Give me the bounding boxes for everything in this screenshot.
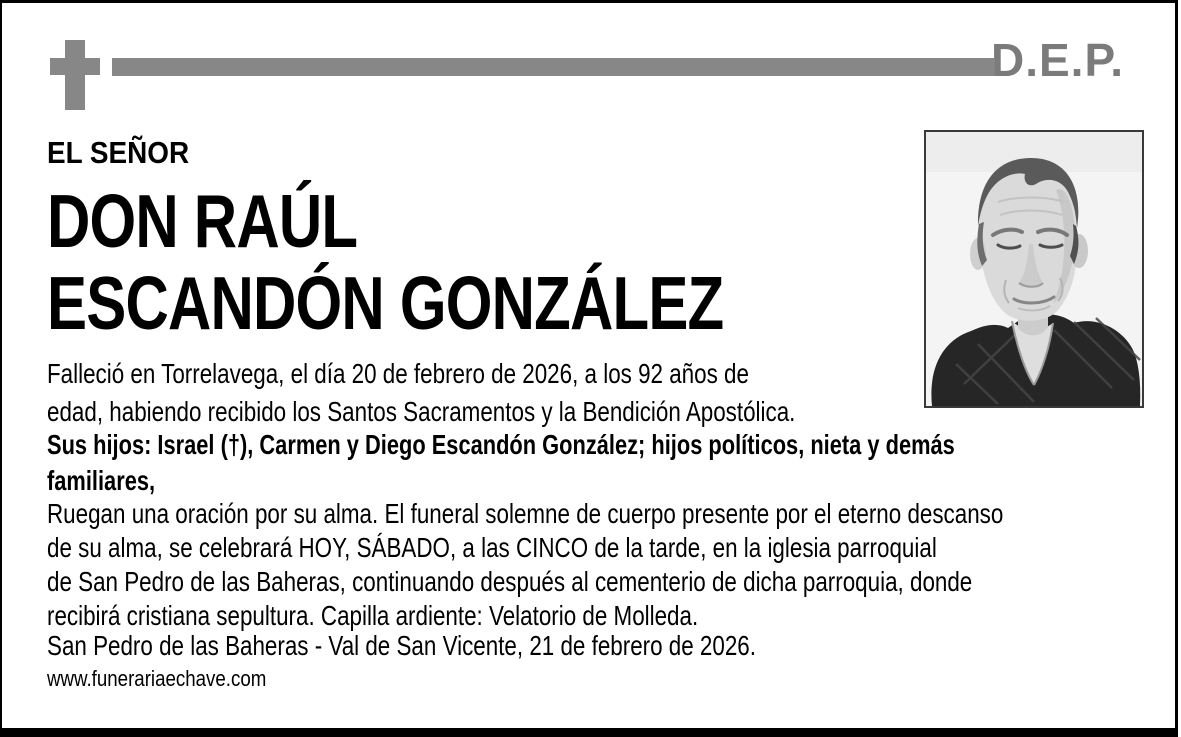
cross-icon [65, 40, 85, 110]
cross-icon [50, 58, 100, 75]
dep-label: D.E.P. [991, 34, 1124, 86]
funeral-line: recibirá cristiana sepultura. Capilla ardiente: Velatorio de Molleda. [47, 600, 699, 631]
family-line: Sus hijos: Israel (†), Carmen y Diego Escandón González; hijos políticos, nieta y demás [47, 429, 955, 460]
death-line: Falleció en Torrelavega, el día 20 de febrero de 2026, a los 92 años de [47, 358, 749, 389]
portrait-photo [924, 130, 1144, 408]
funeral-line: Ruegan una oración por su alma. El funeral solemne de cuerpo presente por el eterno descanso [47, 498, 1004, 529]
portrait-image [926, 132, 1142, 406]
honorific: EL SEÑOR [47, 135, 190, 170]
death-line: edad, habiendo recibido los Santos Sacramentos y la Bendición Apostólica. [47, 396, 796, 427]
header-rule [112, 58, 994, 76]
website-url: www.funerariaechave.com [47, 666, 267, 691]
family-line: familiares, [47, 465, 156, 496]
deceased-name-line2: ESCANDÓN GONZÁLEZ [47, 261, 724, 345]
place-date: San Pedro de las Baheras - Val de San Vicente, 21 de febrero de 2026. [47, 630, 756, 661]
funeral-line: de su alma, se celebrará HOY, SÁBADO, a las CINCO de la tarde, en la iglesia parroquial [47, 532, 937, 563]
deceased-name-line1: DON RAÚL [47, 179, 358, 263]
funeral-line: de San Pedro de las Baheras, continuando después al cementerio de dicha parroquia, donde [47, 566, 973, 597]
funeral-paragraph [47, 497, 1003, 633]
deceased-name [47, 180, 723, 344]
family-paragraph [47, 427, 955, 499]
death-paragraph [47, 355, 795, 431]
